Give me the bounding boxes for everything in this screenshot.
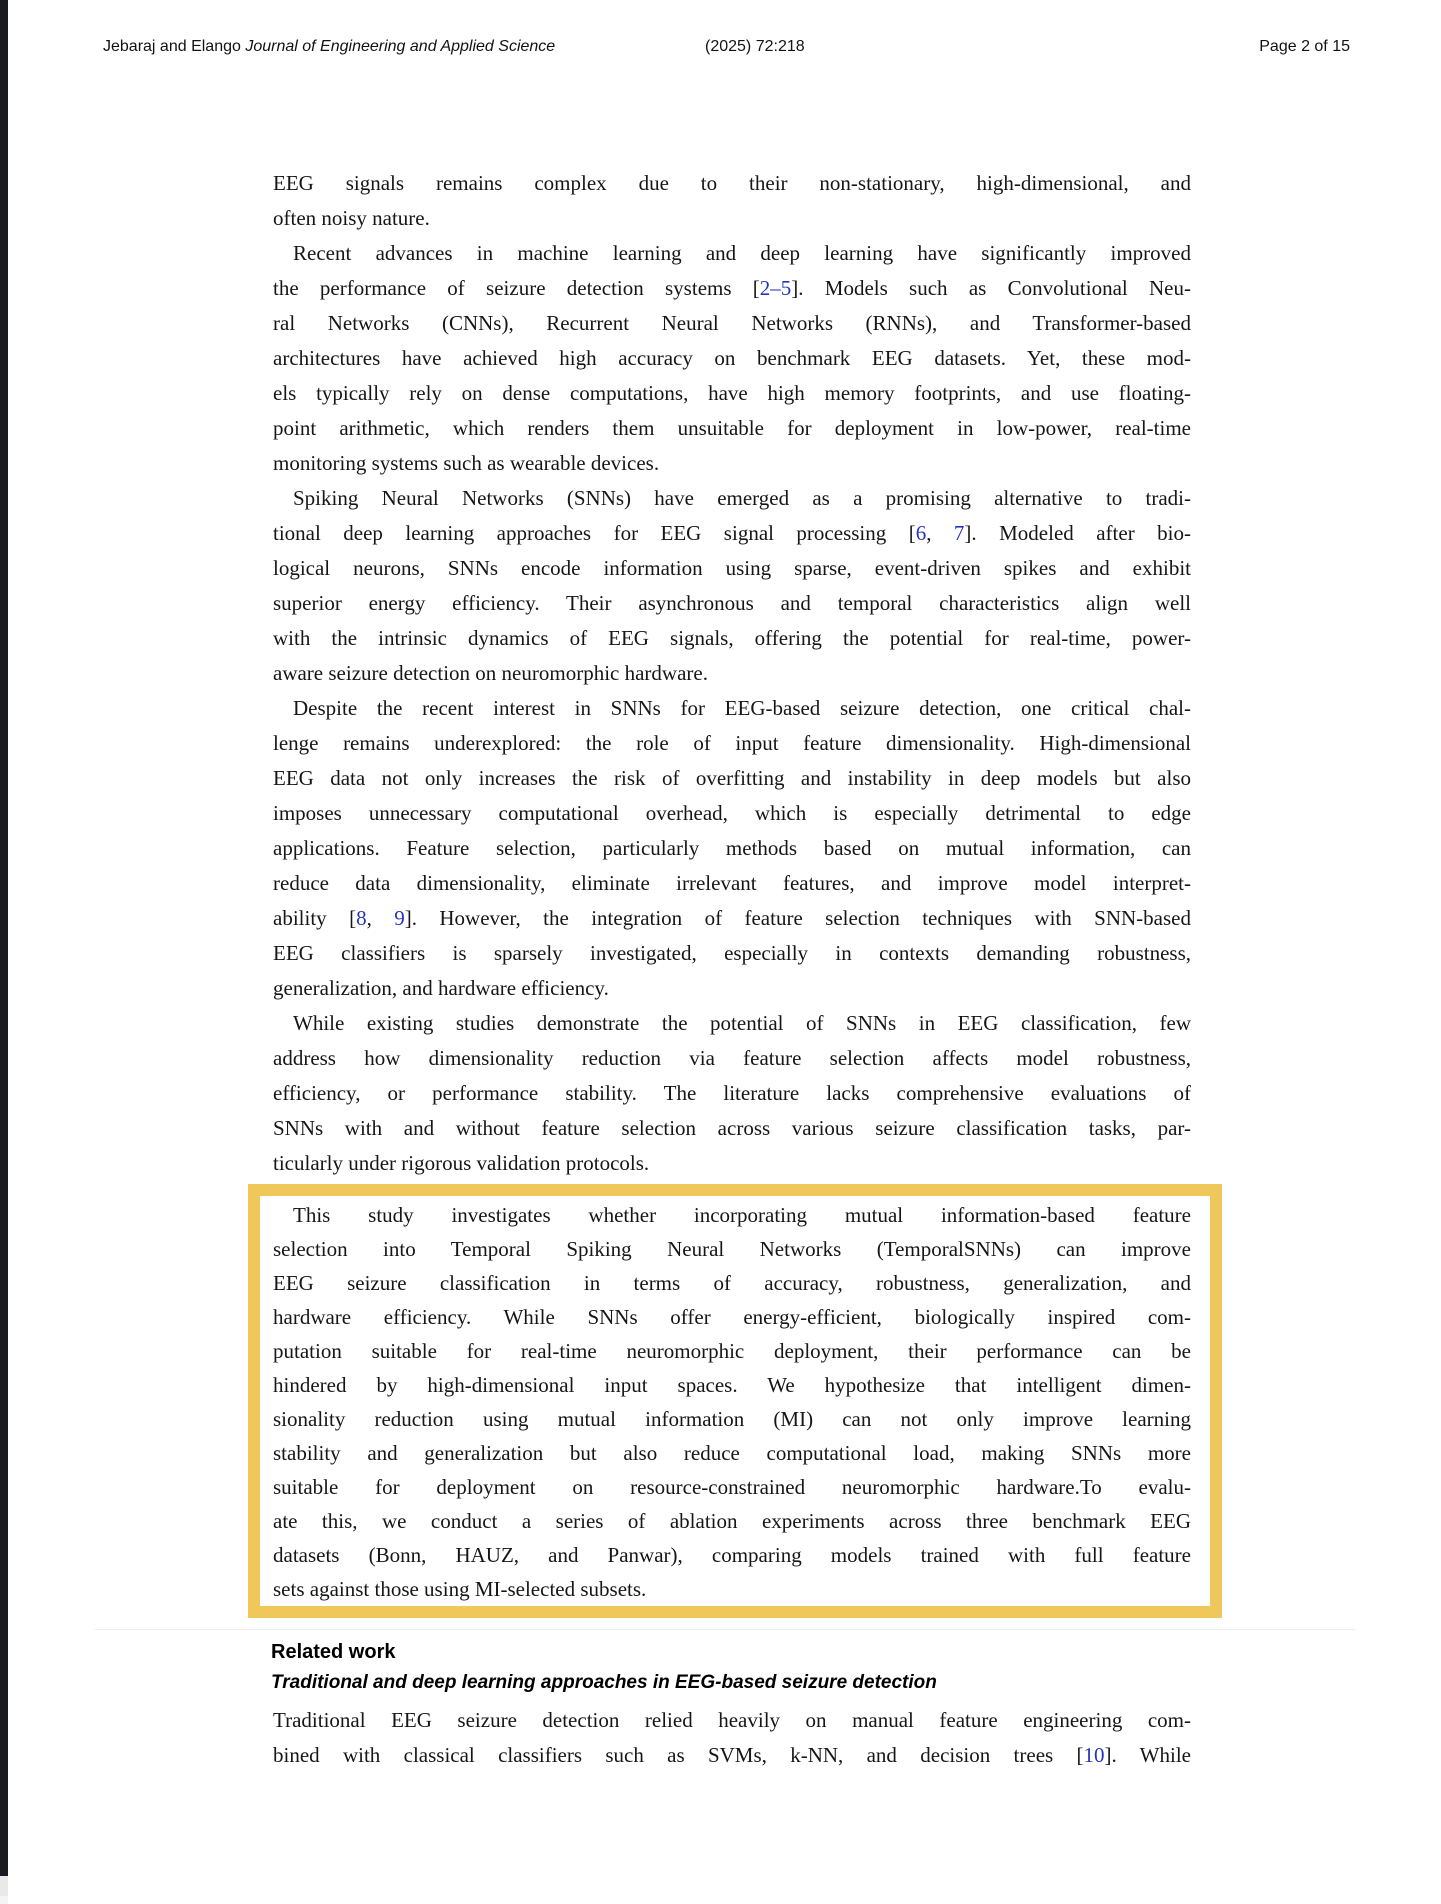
text-line: Spiking Neural Networks (SNNs) have emerged as a promising alternative to tradi- [293, 486, 1191, 510]
text-line: EEG signals remains complex due to their non-stationary, high-dimensional, and [273, 171, 1191, 195]
text-line: SNNs with and without feature selection across various seizure classification tasks, par- [273, 1116, 1191, 1140]
text-line: imposes unnecessary computational overhead, which is especially detrimental to edge [273, 801, 1191, 825]
text-line: applications. Feature selection, particularly methods based on mutual information, can [273, 836, 1191, 860]
text-line: reduce data dimensionality, eliminate irrelevant features, and improve model interpret- [273, 871, 1191, 895]
related-work-paragraph [273, 1703, 1191, 1773]
text-line: sets against those using MI-selected subsets. [273, 1577, 647, 1601]
text-line: tional deep learning approaches for EEG signal processing [6, 7]. Modeled after bio- [273, 521, 1191, 545]
related-work-subheading: Traditional and deep learning approaches in EEG-based seizure detection [271, 1672, 937, 1693]
citation-link[interactable]: 7 [953, 521, 965, 545]
section-divider [95, 1629, 1355, 1630]
text-line: with the intrinsic dynamics of EEG signals, offering the potential for real-time, power- [273, 626, 1191, 650]
citation-link[interactable]: 2 [759, 276, 771, 300]
left-edge-bar-bottom [0, 1896, 8, 1904]
text-line: aware seizure detection on neuromorphic hardware. [273, 661, 708, 685]
text-line: EEG classifiers is sparsely investigated, especially in contexts demanding robustness, [273, 941, 1191, 965]
text-line: suitable for deployment on resource-constrained neuromorphic hardware.To evalu- [273, 1475, 1191, 1499]
text-line: often noisy nature. [273, 206, 430, 230]
text-line: Recent advances in machine learning and deep learning have significantly improved [293, 241, 1191, 265]
text-line: monitoring systems such as wearable devices. [273, 451, 660, 475]
citation-link[interactable]: 9 [394, 906, 405, 930]
related-work-heading: Related work [271, 1641, 396, 1663]
text-line: hardware efficiency. While SNNs offer energy-efficient, biologically inspired com- [273, 1305, 1191, 1329]
text-line: Traditional EEG seizure detection relied heavily on manual feature engineering com- [273, 1708, 1191, 1732]
text-line: hindered by high-dimensional input spaces. We hypothesize that intelligent dimen- [273, 1373, 1191, 1397]
text-line: EEG seizure classification in terms of accuracy, robustness, generalization, and [273, 1271, 1191, 1295]
citation-link[interactable]: 6 [915, 521, 927, 545]
text-line: architectures have achieved high accuracy on benchmark EEG datasets. Yet, these mod- [273, 346, 1191, 370]
text-line: This study investigates whether incorporating mutual information-based feature [293, 1203, 1191, 1227]
text-line: logical neurons, SNNs encode information using sparse, event-driven spikes and exhibit [273, 556, 1191, 580]
text-line: stability and generalization but also reduce computational load, making SNNs more [273, 1441, 1191, 1465]
text-line: datasets (Bonn, HAUZ, and Panwar), comparing models trained with full feature [273, 1543, 1191, 1567]
text-line: selection into Temporal Spiking Neural Networks (TemporalSNNs) can improve [273, 1237, 1191, 1261]
text-line: ral Networks (CNNs), Recurrent Neural Networks (RNNs), and Transformer-based [273, 311, 1191, 335]
text-line: efficiency, or performance stability. The literature lacks comprehensive evaluations of [273, 1081, 1191, 1105]
body-text-column [273, 166, 1191, 1181]
text-line: ate this, we conduct a series of ablation experiments across three benchmark EEG [273, 1509, 1191, 1533]
left-edge-bar [0, 0, 8, 1876]
text-line: superior energy efficiency. Their asynchronous and temporal characteristics align well [273, 591, 1191, 615]
header-journal-title: Journal of Engineering and Applied Science [245, 38, 556, 55]
text-line: EEG data not only increases the risk of overfitting and instability in deep models but also [273, 766, 1191, 790]
header-page-indicator: Page 2 of 15 [1259, 38, 1350, 55]
citation-link[interactable]: 8 [356, 906, 367, 930]
text-line: els typically rely on dense computations, have high memory footprints, and use floating- [273, 381, 1191, 405]
citation-link[interactable]: 5 [780, 276, 792, 300]
text-line: putation suitable for real-time neuromorphic deployment, their performance can be [273, 1339, 1191, 1363]
citation-link[interactable]: – [770, 276, 781, 300]
text-line: lenge remains underexplored: the role of input feature dimensionality. High-dimensional [273, 731, 1191, 755]
highlighted-paragraph [273, 1198, 1191, 1606]
text-line: generalization, and hardware efficiency. [273, 976, 609, 1000]
header-authors: Jebaraj and Elango [103, 38, 241, 55]
text-line: Despite the recent interest in SNNs for EEG-based seizure detection, one critical chal- [293, 696, 1191, 720]
left-edge-bar-lower [0, 1876, 8, 1896]
text-line: bined with classical classifiers such as SVMs, k-NN, and decision trees [10]. While [273, 1743, 1191, 1767]
text-line: address how dimensionality reduction via feature selection affects model robustness, [273, 1046, 1191, 1070]
text-line: ticularly under rigorous validation protocols. [273, 1151, 650, 1175]
running-header [103, 38, 1350, 60]
citation-link[interactable]: 10 [1083, 1743, 1105, 1767]
header-citation-info: (2025) 72:218 [705, 38, 805, 55]
text-line: point arithmetic, which renders them unsuitable for deployment in low-power, real-time [273, 416, 1191, 440]
text-line: the performance of seizure detection systems [2–5]. Models such as Convolutional Neu- [273, 276, 1191, 300]
text-line: While existing studies demonstrate the potential of SNNs in EEG classification, few [293, 1011, 1191, 1035]
text-line: sionality reduction using mutual information (MI) can not only improve learning [273, 1407, 1191, 1431]
text-line: ability [8, 9]. However, the integration of feature selection techniques with SNN-based [273, 906, 1191, 930]
